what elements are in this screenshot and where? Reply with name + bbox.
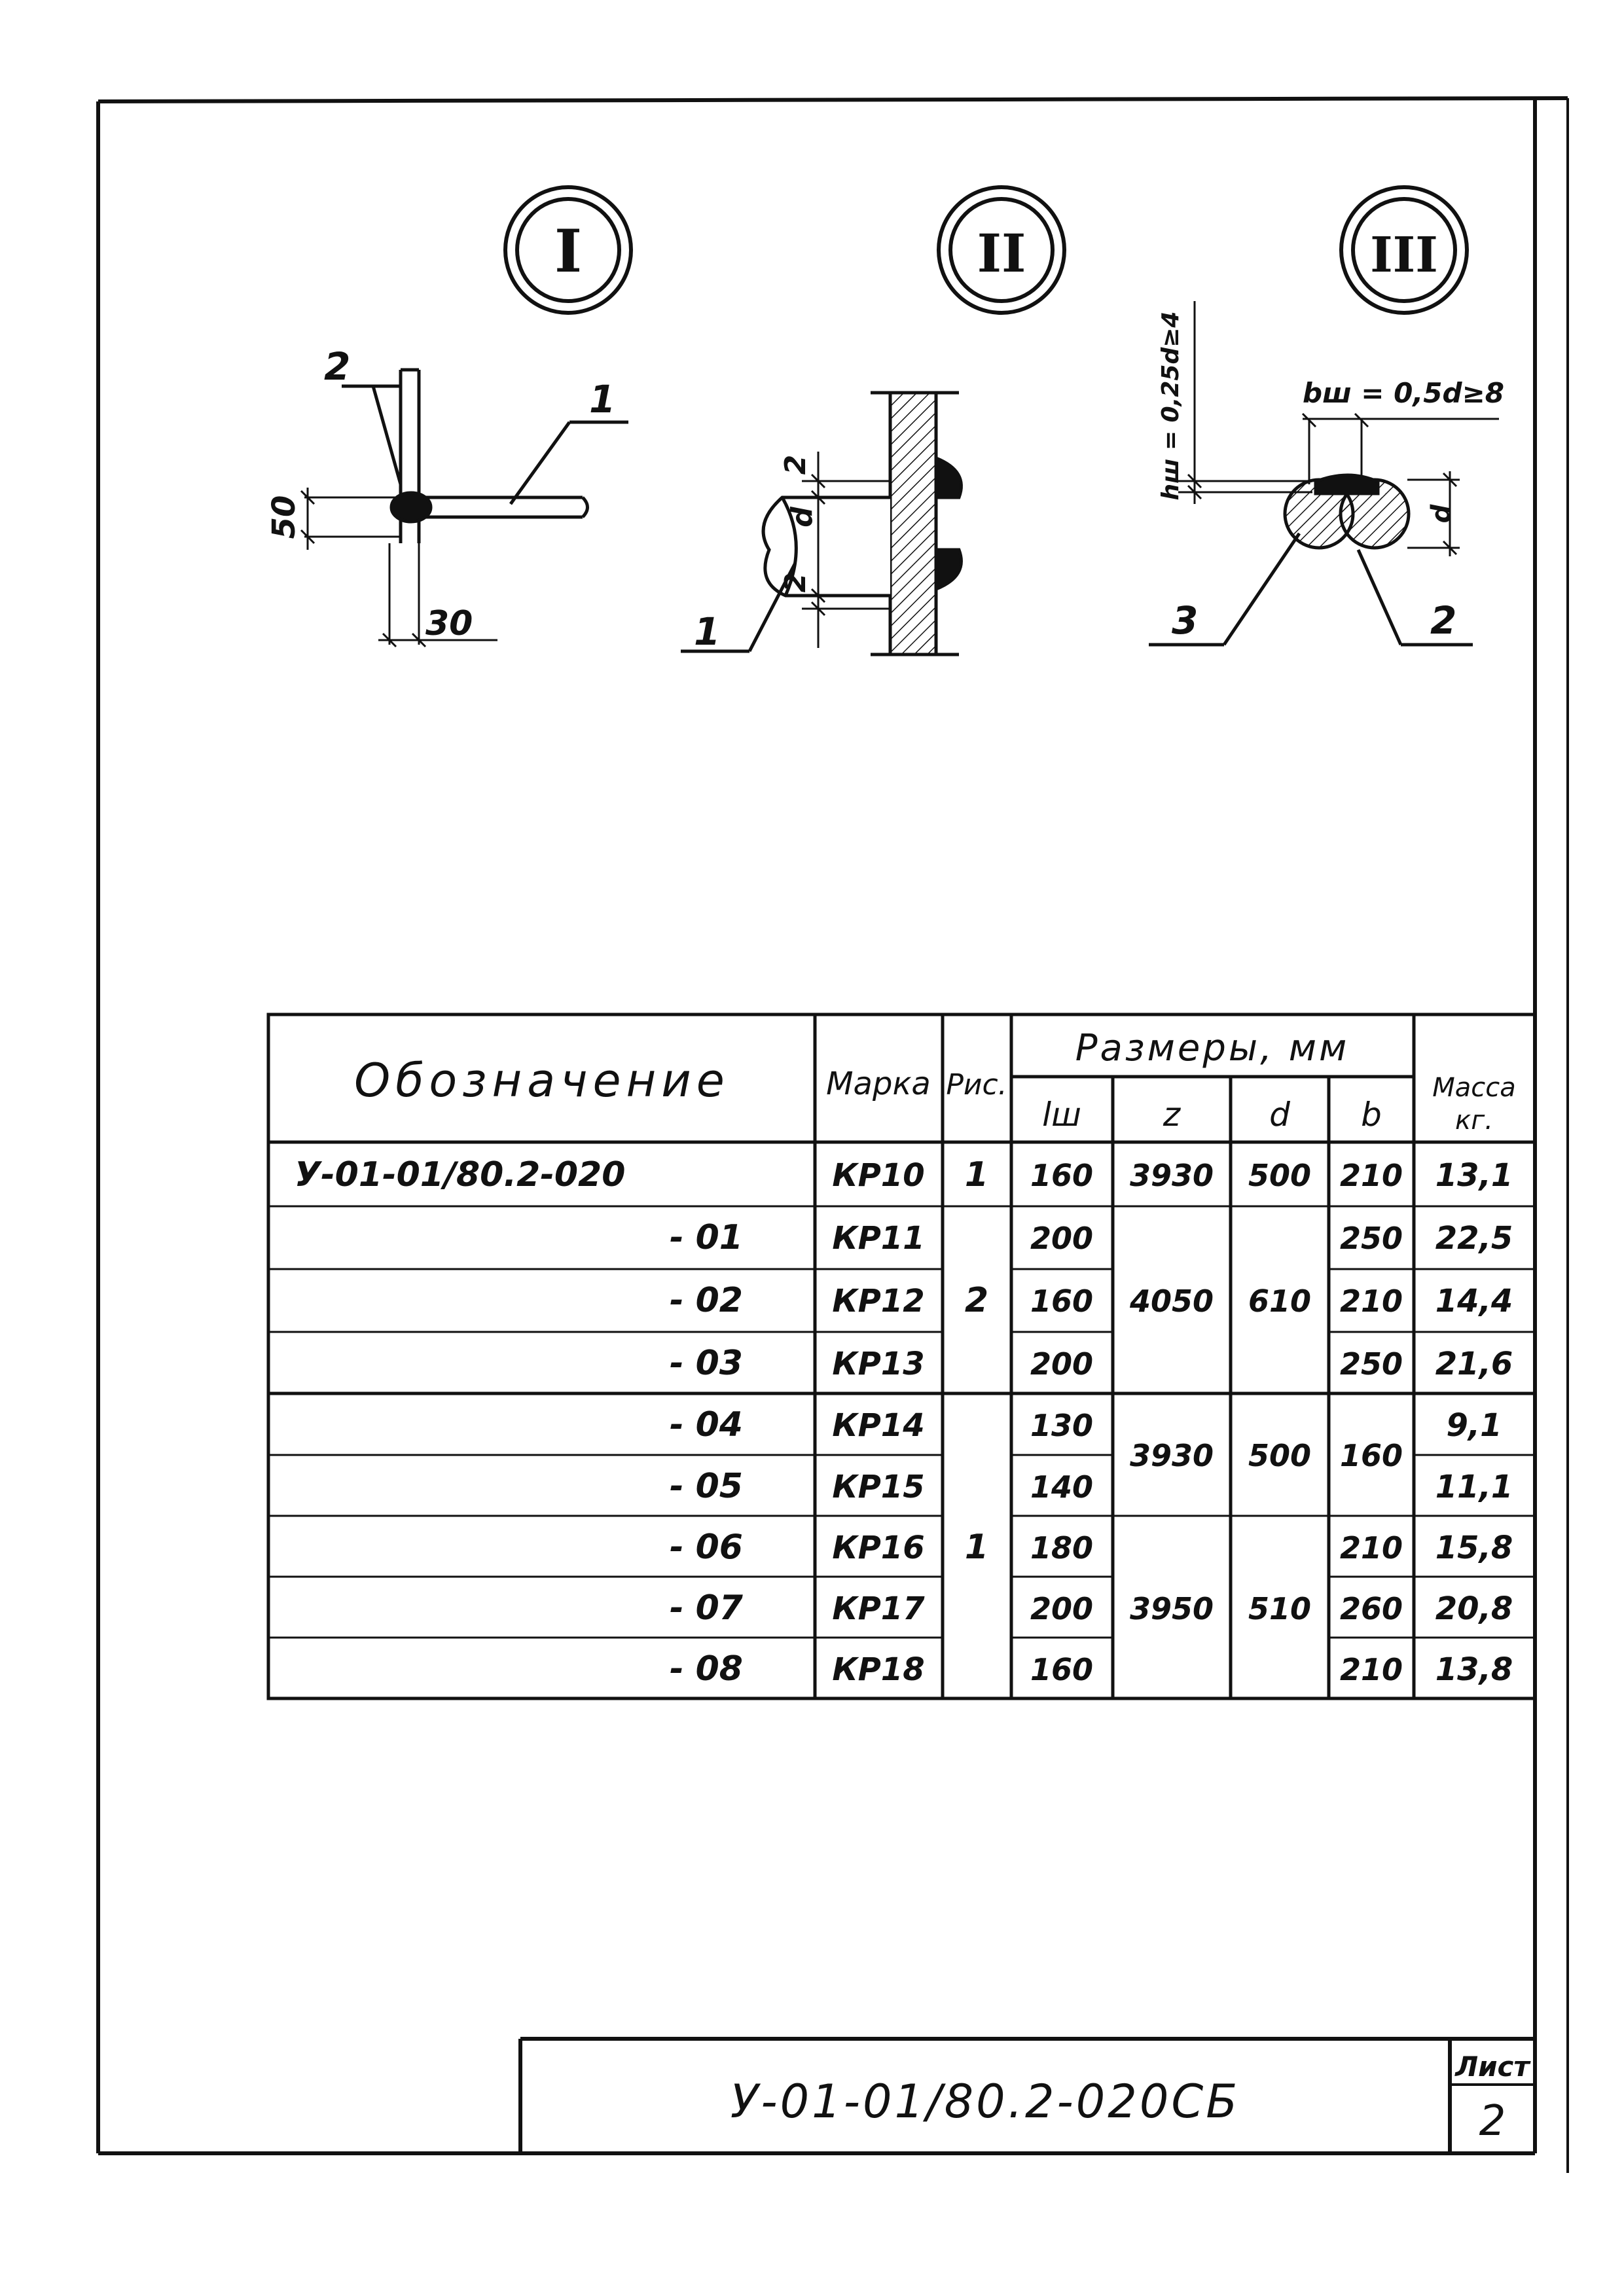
row-4-designation: - 04	[669, 1405, 743, 1444]
detail-3-leader-2: 2	[1430, 598, 1457, 643]
row-6-mark: КР16	[832, 1530, 925, 1566]
detail-2-weld-top: 2	[779, 454, 812, 475]
mass-column	[1435, 1157, 1513, 1688]
row-4-mark: КР14	[832, 1407, 925, 1444]
row-3-mass: 21,6	[1435, 1346, 1513, 1382]
row-5-lw: 140	[1030, 1469, 1094, 1505]
detail-2-label: II	[977, 223, 1026, 284]
row-8-lw: 160	[1030, 1652, 1094, 1687]
row-5-mass: 11,1	[1435, 1469, 1513, 1505]
specification-table	[268, 1014, 1535, 1698]
row-5-mark: КР15	[832, 1469, 925, 1505]
detail-1-label-circle	[505, 187, 631, 313]
row-2-b: 210	[1339, 1283, 1403, 1319]
header-lw: lш	[1042, 1096, 1081, 1134]
row-8-mark: КР18	[832, 1651, 925, 1688]
d-group-2: 610	[1248, 1283, 1312, 1319]
detail-1-label: I	[554, 217, 583, 286]
detail-3-bw-dim: bш = 0,5d≥8	[1303, 377, 1504, 409]
detail-2-geometry	[681, 393, 961, 655]
title-block	[520, 2039, 1535, 2153]
header-mark: Марка	[826, 1066, 931, 1102]
row-0-designation: У-01-01/80.2-020	[295, 1155, 626, 1194]
header-sizes: Размеры, мм	[1075, 1027, 1350, 1069]
sheet-number: 2	[1479, 2097, 1506, 2145]
row-6-lw: 180	[1030, 1530, 1094, 1566]
detail-1-dim-30: 30	[425, 604, 473, 643]
row-0-b: 210	[1339, 1158, 1403, 1193]
detail-1-leader-2: 2	[324, 344, 351, 389]
row-6-designation: - 06	[669, 1528, 743, 1567]
designation-column	[295, 1155, 744, 1689]
row-4-lw: 130	[1030, 1408, 1094, 1443]
header-b: b	[1361, 1096, 1382, 1134]
row-5-designation: - 05	[669, 1467, 743, 1506]
detail-3-diam: d	[1426, 504, 1456, 524]
row-0-lw: 160	[1030, 1158, 1094, 1193]
row-2-mass: 14,4	[1435, 1283, 1513, 1319]
mark-column	[832, 1157, 925, 1688]
row-6-mass: 15,8	[1435, 1530, 1513, 1566]
row-1-mass: 22,5	[1435, 1220, 1513, 1257]
header-d: d	[1269, 1096, 1290, 1134]
fig-column	[965, 1155, 988, 1567]
row-1-b: 250	[1339, 1221, 1403, 1256]
z-group-4: 3950	[1129, 1591, 1214, 1626]
row-4-mass: 9,1	[1446, 1407, 1502, 1444]
row-1-mark: КР11	[832, 1220, 925, 1257]
row-1-designation: - 01	[669, 1218, 743, 1257]
header-fig: Рис.	[946, 1068, 1007, 1102]
row-7-b: 260	[1339, 1591, 1403, 1626]
detail-3-label-circle	[1341, 187, 1467, 313]
sheet-label: Лист	[1455, 2051, 1530, 2083]
z-group-3: 3930	[1129, 1438, 1214, 1473]
row-3-mark: КР13	[832, 1346, 925, 1382]
z-group-1: 3930	[1129, 1158, 1214, 1193]
row-8-mass: 13,8	[1435, 1651, 1513, 1688]
sheet-frame	[98, 98, 1568, 2173]
detail-2-leader-1: 1	[694, 609, 721, 654]
rows-4-5-b: 160	[1339, 1438, 1403, 1473]
row-7-lw: 200	[1030, 1591, 1094, 1626]
z-group-2: 4050	[1129, 1283, 1214, 1319]
row-3-b: 250	[1339, 1346, 1403, 1382]
row-2-mark: КР12	[832, 1283, 925, 1319]
b-column	[1340, 1158, 1403, 1687]
row-8-b: 210	[1339, 1652, 1403, 1687]
row-0-mark: КР10	[832, 1157, 925, 1194]
detail-1-dim-50: 50	[266, 495, 302, 539]
row-3-designation: - 03	[669, 1344, 743, 1383]
detail-3	[1149, 187, 1504, 645]
detail-2	[681, 187, 1064, 655]
header-z: z	[1163, 1096, 1181, 1134]
fig-group-1: 1	[964, 1155, 989, 1194]
detail-1	[266, 187, 631, 647]
detail-1-leader-1: 1	[589, 377, 616, 422]
detail-2-weld-bottom: 2	[779, 572, 812, 593]
row-0-mass: 13,1	[1435, 1157, 1513, 1194]
header-mass: Масса	[1432, 1073, 1516, 1103]
row-8-designation: - 08	[669, 1649, 743, 1689]
row-2-designation: - 02	[669, 1281, 743, 1320]
header-designation: Обозначение	[354, 1054, 730, 1107]
d-group-4: 510	[1248, 1591, 1312, 1626]
row-7-mass: 20,8	[1435, 1590, 1513, 1627]
detail-3-leader-3: 3	[1172, 598, 1199, 643]
d-group-1: 500	[1248, 1158, 1312, 1193]
row-6-b: 210	[1339, 1530, 1403, 1566]
detail-3-hw-dim: hш = 0,25d≥4	[1157, 311, 1184, 501]
lw-column	[1030, 1158, 1093, 1687]
row-1-lw: 200	[1030, 1221, 1094, 1256]
detail-3-label: III	[1370, 227, 1438, 283]
row-3-lw: 200	[1030, 1346, 1094, 1382]
document-code: У-01-01/80.2-020СБ	[730, 2075, 1240, 2128]
row-7-designation: - 07	[669, 1588, 743, 1628]
detail-2-label-circle	[939, 187, 1064, 313]
fig-group-3: 1	[964, 1528, 989, 1567]
row-2-lw: 160	[1030, 1283, 1094, 1319]
d-group-3: 500	[1248, 1438, 1312, 1473]
detail-3-geometry	[1149, 301, 1499, 645]
row-7-mark: КР17	[832, 1590, 925, 1627]
header-mass-unit: кг.	[1455, 1105, 1493, 1136]
fig-group-2: 2	[964, 1281, 989, 1320]
detail-2-diam: d	[785, 507, 819, 528]
